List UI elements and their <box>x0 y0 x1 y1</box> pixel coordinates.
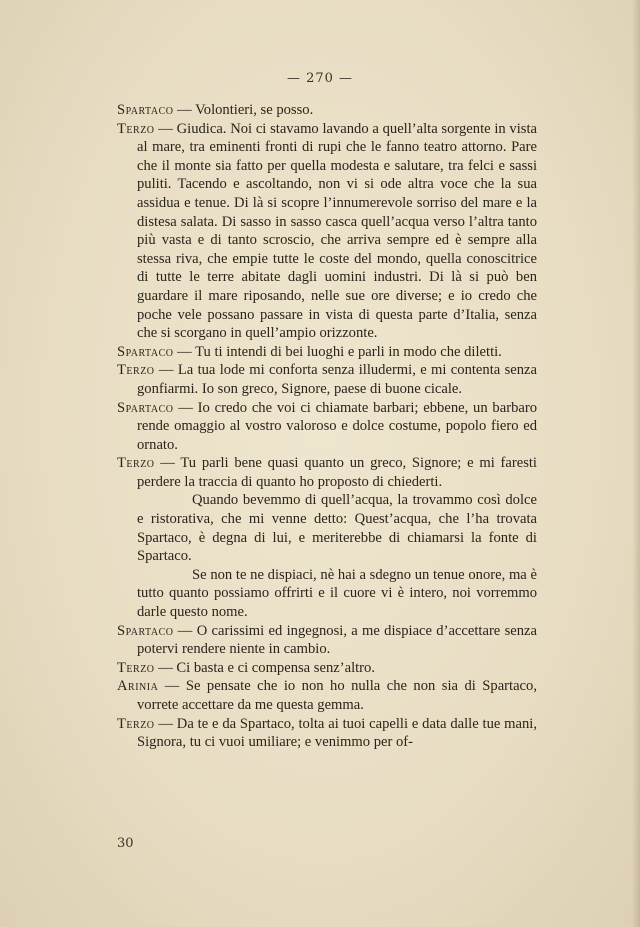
line-text: — Io credo che voi ci chiamate barbari; ebbene, un barbaro rende omaggio al vostro valoroso e dolce costume, popolo fiero ed ornato. <box>137 399 537 453</box>
line-text: — Tu ti intendi di bei luoghi e parli in modo che diletti. <box>177 343 502 360</box>
speaker-name: Spartaco <box>117 102 174 118</box>
speaker-name: Arinia <box>117 678 159 695</box>
line-text: — Ci basta e ci compensa senz’altro. <box>158 659 375 676</box>
line-text: — Giudica. Noi ci stavamo lavando a quell’alta sorgente in vista al mare, tra eminenti fronti di rupi che le fanno teatro attorno. Pare che il monte sia fatto per quella modesta e salutare, tra felci e sassi puliti. Tacendo e ascoltando, non vi si ode altra voce che la sua assidua e tenue. Di là si scopre l’innumerevole sorriso del mare e la distesa salata. Di sasso in sasso casca quell’acqua verso l’altra tanto più vasta e di tanto scroscio, che arriva sempre ed è sempre alla stessa riva, che empie tutte le coste del mondo, quella conoscitrice di tutte le terre abitate dagli uomini industri. Di là si può ben guardare il mare riposando, nelle sue ore diverse; e io credo che poche vele possano passare in vista di questa parte d’Italia, senza che si scorgano in quell’ampio orizzonte. <box>137 120 537 342</box>
signature-number: 30 <box>117 836 134 851</box>
line-text: — La tua lode mi conforta senza illudermi, e mi contenta senza gonfiarmi. Io son greco, Signore, paese di buone cicale. <box>137 362 537 397</box>
speaker-name: Spartaco <box>117 343 174 360</box>
line-text: — Volontieri, se posso. <box>177 102 314 118</box>
dialogue-line <box>117 715 537 752</box>
dialogue-line <box>117 343 537 362</box>
dialogue-line <box>117 120 537 343</box>
speaker-name: Terzo <box>117 659 155 676</box>
line-text: — Se pensate che io non ho nulla che non sia di Spartaco, vorrete accettare da me questa gemma. <box>137 678 537 713</box>
speaker-name: Spartaco <box>117 622 174 639</box>
dialogue-line <box>117 454 537 491</box>
dialogue-line <box>117 399 537 455</box>
line-text: Se non te ne dispiaci, nè hai a sdegno un tenue onore, ma è tutto quanto possiamo offrirti e il cuore vi è intero, noi vorremmo darle questo nome. <box>137 566 537 621</box>
dialogue-line <box>117 622 537 659</box>
dialogue-continuation <box>117 491 537 565</box>
page-number-header: — 270 — <box>286 71 354 86</box>
dialogue-line <box>117 677 537 714</box>
dialogue-line <box>117 659 537 678</box>
speaker-name: Terzo <box>117 362 155 379</box>
line-text: — Tu parli bene quasi quanto un greco, Signore; e mi faresti perdere la traccia di quanto ho proposto di chiederti. <box>137 455 537 490</box>
dialogue-line <box>117 361 537 398</box>
line-text: — Da te e da Spartaco, tolta ai tuoi capelli e data dalle tue mani, Signora, tu ci vuoi umiliare; e venimmo per of- <box>137 715 538 751</box>
dialogue-text <box>117 101 537 752</box>
speaker-name: Terzo <box>117 455 155 472</box>
speaker-name: Spartaco <box>117 399 174 416</box>
speaker-name: Terzo <box>117 715 155 732</box>
line-text: — O carissimi ed ingegnosi, a me dispiace d’accettare senza potervi rendere niente in cambio. <box>137 622 537 658</box>
line-text: Quando bevemmo di quell’acqua, la trovammo così dolce e ristorativa, che mi venne detto: Quest’acqua, che l’ha trovata Spartaco, è degna di lui, e meriterebbe di chiamarsi la fonte di Spartaco. <box>137 492 537 565</box>
dialogue-continuation <box>117 566 537 622</box>
speaker-name: Terzo <box>117 120 155 137</box>
dialogue-line <box>117 101 537 120</box>
